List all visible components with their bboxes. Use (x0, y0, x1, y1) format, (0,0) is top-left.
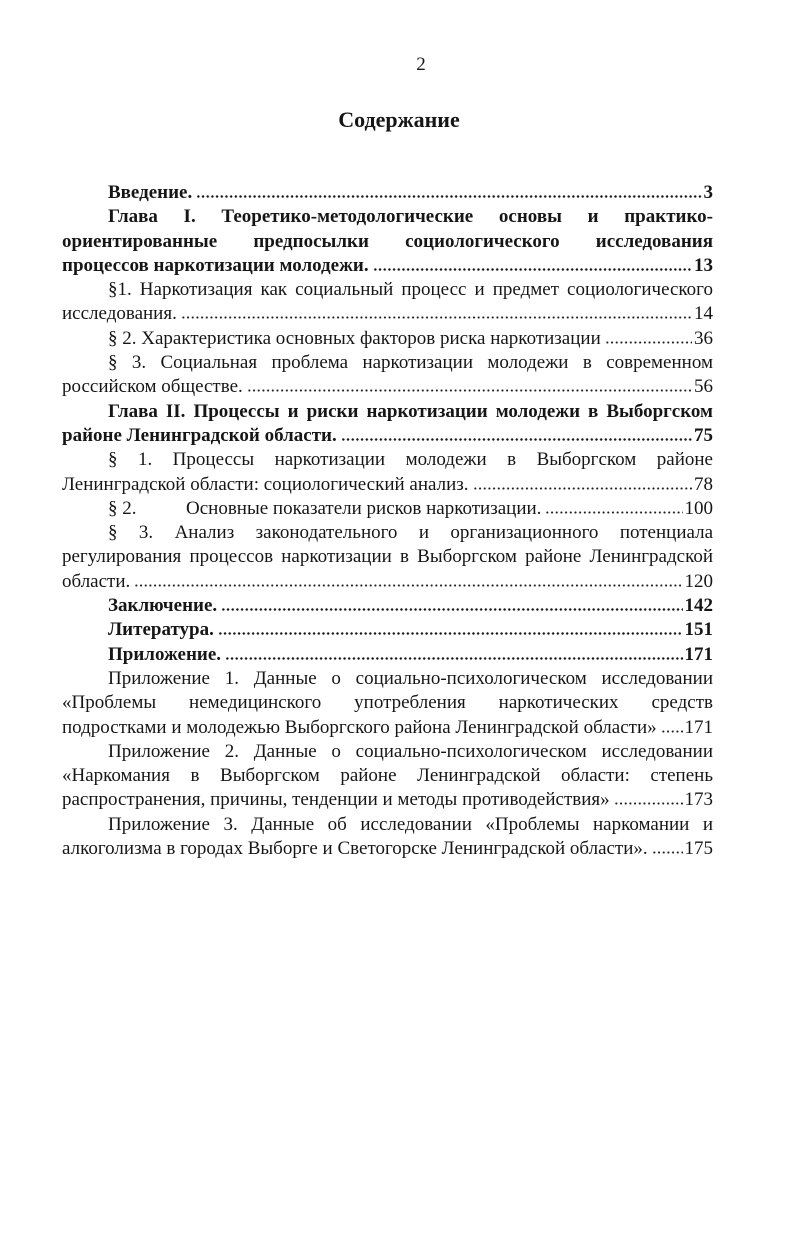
dot-leader (652, 851, 683, 854)
toc-entry-title: Заключение. (108, 595, 218, 617)
toc-entry-title: области. (62, 570, 131, 592)
toc-chapter-entry (62, 181, 713, 205)
toc-page-number: 75 (694, 424, 713, 446)
dot-leader (545, 511, 682, 514)
toc-line (62, 643, 713, 667)
toc-section-entry (62, 740, 713, 813)
toc-line (62, 375, 713, 399)
toc-chapter-entry (62, 400, 713, 449)
toc-entry-title: Введение. (108, 182, 193, 203)
toc-entry-title: алкоголизма в городах Выборге и Светогорске Ленинградской области». (62, 838, 648, 860)
toc-line: § 3. Анализ законодательного и организационного потенциала (108, 522, 713, 544)
toc-page-number: 171 (684, 716, 713, 738)
toc-page-number: 56 (694, 376, 713, 398)
toc-entry-title: подростками и молодежью Выборгского района Ленинградской области» (62, 716, 657, 738)
toc-page-number: 36 (694, 327, 713, 349)
toc-page-number: 120 (684, 570, 713, 592)
toc-section-entry (62, 813, 713, 862)
toc-page-number: 13 (694, 254, 713, 276)
toc-entry-title: исследования. (62, 303, 177, 325)
toc-line: регулирования процессов наркотизации в Выборгском районе Ленинградской (62, 546, 713, 568)
toc-line: «Проблемы немедицинского употребления наркотических средств (62, 692, 713, 714)
toc-entry-title: Ленинградской области: социологический анализ. (62, 473, 469, 495)
dot-leader (605, 341, 692, 344)
toc-section-entry (62, 448, 713, 497)
toc-page-number: 142 (684, 595, 713, 617)
toc-line (62, 618, 713, 642)
toc-chapter-entry (62, 618, 713, 642)
toc-page-number: 100 (684, 497, 713, 519)
toc-line: § 1. Процессы наркотизации молодежи в Выборгском районе (108, 449, 713, 471)
dot-leader (373, 268, 692, 271)
toc-line (62, 570, 713, 594)
toc-entry-title: § 2. Основные показатели рисков наркотизации. (108, 497, 542, 519)
toc-line: «Наркомания в Выборгском районе Ленинградской области: степень (62, 765, 713, 787)
toc-section-entry (62, 327, 713, 351)
dot-leader (225, 657, 682, 660)
toc-line (62, 473, 713, 497)
toc-line: §1. Наркотизация как социальный процесс и предмет социологического (108, 279, 713, 301)
toc-line (62, 424, 713, 448)
toc-section-entry (62, 278, 713, 327)
toc-line (62, 181, 713, 205)
toc-line (62, 837, 713, 861)
toc-entry-title: процессов наркотизации молодежи. (62, 254, 369, 276)
dot-leader (614, 802, 683, 805)
toc-line (62, 716, 713, 740)
toc-line: Приложение 3. Данные об исследовании «Проблемы наркомании и (108, 813, 713, 835)
toc-entry-title: распространения, причины, тенденции и методы противодействия» (62, 789, 610, 811)
toc-section-entry (62, 497, 713, 521)
toc-line (62, 497, 713, 521)
toc-section-entry (62, 351, 713, 400)
toc-line (62, 302, 713, 326)
table-of-contents (62, 181, 713, 861)
dot-leader (661, 730, 683, 733)
toc-line (62, 327, 713, 351)
toc-line: Приложение 2. Данные о социально-психологическом исследовании (108, 740, 713, 762)
toc-chapter-entry (62, 205, 713, 278)
toc-page-number: 78 (694, 473, 713, 495)
toc-page-number: 151 (684, 619, 713, 641)
toc-page-number: 175 (684, 838, 713, 860)
page-number: 2 (416, 54, 426, 75)
toc-line (62, 594, 713, 618)
dot-leader (247, 389, 692, 392)
toc-entry-title: российском обществе. (62, 376, 243, 398)
toc-page-number: 173 (684, 789, 713, 811)
toc-entry-title: Литература. (108, 619, 214, 641)
toc-line: Глава II. Процессы и риски наркотизации молодежи в Выборгском (108, 400, 713, 422)
dot-leader (196, 195, 701, 198)
toc-section-entry (62, 667, 713, 740)
dot-leader (341, 438, 692, 441)
toc-line: ориентированные предпосылки социологического исследования (62, 230, 713, 252)
toc-line: § 3. Социальная проблема наркотизации молодежи в современном (108, 352, 713, 374)
toc-line (62, 254, 713, 278)
dot-leader (473, 487, 692, 490)
toc-page-number: 14 (694, 303, 713, 325)
dot-leader (218, 632, 683, 635)
toc-entry-title: Приложение. (108, 643, 222, 665)
toc-line (62, 788, 713, 812)
toc-chapter-entry (62, 643, 713, 667)
dot-leader (221, 608, 682, 611)
toc-chapter-entry (62, 594, 713, 618)
toc-line: Глава I. Теоретико-методологические основы и практико- (108, 206, 713, 228)
toc-page-number: 3 (703, 182, 713, 203)
toc-entry-title: районе Ленинградской области. (62, 424, 337, 446)
toc-line: Приложение 1. Данные о социально-психологическом исследовании (108, 667, 713, 689)
toc-entry-title: § 2. Характеристика основных факторов риска наркотизации (108, 327, 601, 349)
toc-page-number: 171 (684, 643, 713, 665)
dot-leader (181, 316, 692, 319)
page-title: Содержание (338, 107, 460, 132)
dot-leader (134, 584, 682, 587)
toc-section-entry (62, 521, 713, 594)
